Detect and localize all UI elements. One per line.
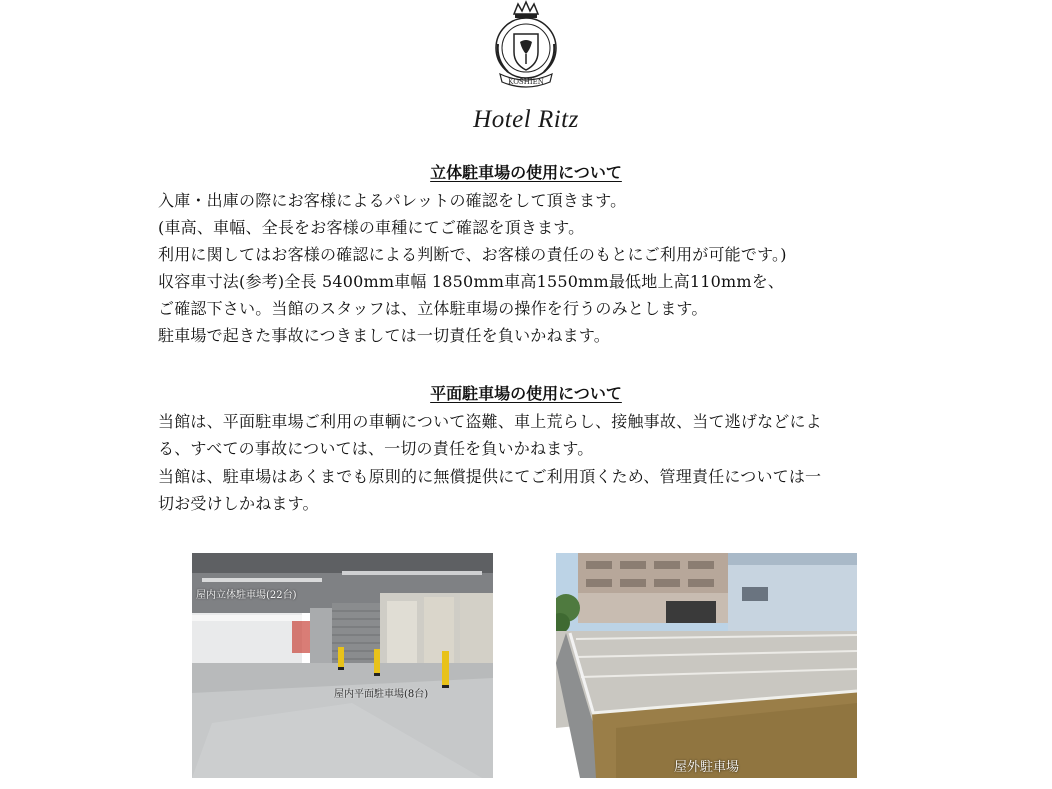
photo-caption-indoor-flat: 屋内平面駐車場(8台) (334, 689, 429, 700)
paragraph-line: 利用に関してはお客様の確認による判断で、お客様の責任のもとにご利用が可能です。) (158, 245, 787, 264)
paragraph-line: 駐車場で起きた事故につきましては一切責任を負いかねます。 (158, 326, 611, 345)
hotel-name: Hotel Ritz (473, 106, 579, 133)
paragraph-line: る、すべての事故については、一切の責任を負いかねます。 (158, 439, 594, 458)
paragraph-line: 入庫・出庫の際にお客様によるパレットの確認をして頂きます。 (158, 191, 627, 210)
outdoor-parking-photo (556, 553, 857, 778)
paragraph-line: 当館は、駐車場はあくまでも原則的に無償提供にてご利用頂くため、管理責任については一 (158, 467, 822, 486)
section-heading-flat-parking: 平面駐車場の使用について (430, 384, 622, 403)
photo-caption-indoor-mechanical: 屋内立体駐車場(22台) (196, 590, 297, 601)
indoor-parking-photo (192, 553, 493, 778)
paragraph-line: 収容車寸法(参考)全長 5400mm車幅 1850mm車高1550mm最低地上高110mmを、 (158, 272, 785, 291)
photo-caption-outdoor: 屋外駐車場 (674, 760, 740, 775)
paragraph-line: 当館は、平面駐車場ご利用の車輌について盗難、車上荒らし、接触事故、当て逃げなどによ (158, 412, 822, 431)
emblem-ribbon-text: KOSHIEN (508, 78, 544, 86)
section-heading-multilevel-parking: 立体駐車場の使用について (430, 163, 622, 182)
paragraph-line: (車高、車幅、全長をお客様の車種にてご確認を頂きます。 (158, 218, 585, 237)
paragraph-line: ご確認下さい。当館のスタッフは、立体駐車場の操作を行うのみとします。 (158, 299, 708, 318)
paragraph-line: 切お受けしかねます。 (158, 494, 319, 513)
hotel-emblem-logo (478, 0, 574, 92)
